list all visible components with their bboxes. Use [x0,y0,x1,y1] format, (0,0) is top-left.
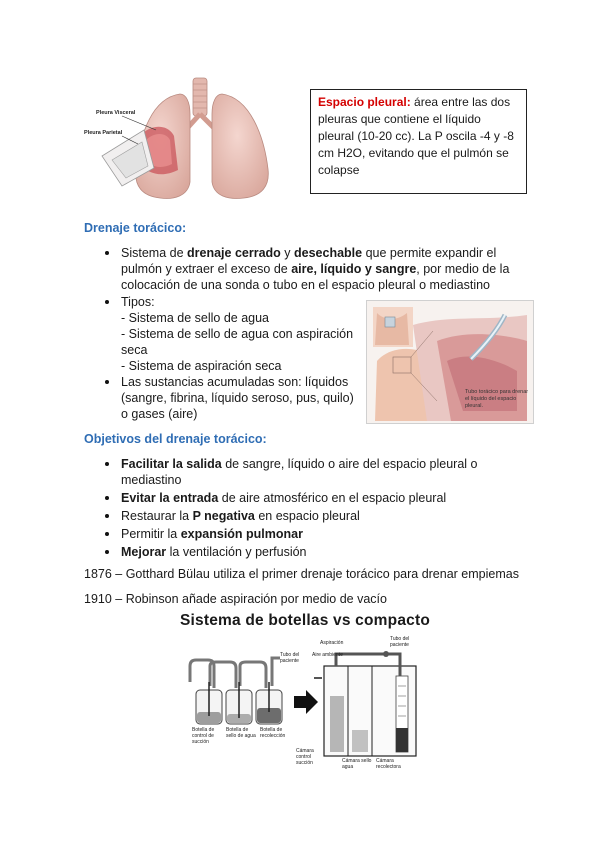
label-pleura-parietal: Pleura Parietal [84,130,123,136]
list-item: Evitar la entrada de aire atmosférico en el espacio pleural [100,490,510,506]
timeline-1876: 1876 – Gotthard Bülau utiliza el primer drenaje torácico para drenar empiemas [84,567,519,581]
lung-illustration [82,74,277,204]
label-pleura-visceral: Pleura Visceral [96,110,136,116]
list-item: Sistema de drenaje cerrado y desechable que permite expandir el pulmón y extraer el exceso de aire, líquido y sangre, por medio de la colocación de una sonda o tubo en el espacio pleural o mediastino [100,245,510,293]
list-item: Tipos: - Sistema de sello de agua - Sistema de sello de agua con aspiración seca - Sistema de aspiración seca [100,294,362,374]
list-item: Restaurar la P negativa en espacio pleural [100,508,510,524]
label-bottle-sello: Botella de sello de agua [226,727,256,739]
label-camara-control: Cámara control succión [296,748,314,766]
list-item: Permitir la expansión pulmonar [100,526,510,542]
chest-figure-caption: Tubo torácico para drenar el líquido del espacio pleural. [465,389,529,409]
label-aire-ambiente: Aire ambiente [312,652,343,658]
callout-text: área entre las dos pleuras que contiene el líquido pleural (10-20 cc). La P oscila -4 y -8 cm H2O, evitando que el pulmón se colapse [318,95,514,177]
label-bottle-recoleccion: Botella de recolección [260,727,286,739]
list-item: Las sustancias acumuladas son: líquidos (sangre, fibrina, líquido seroso, pus, quilo) o gases (aire) [100,374,362,422]
label-tubo-paciente-left: Tubo del paciente [280,652,300,664]
diagram-title: Sistema de botellas vs compacto [180,612,430,629]
espacio-pleural-callout [310,89,527,194]
label-tubo-paciente-right: Tubo del paciente [390,636,410,648]
drainage-systems-diagram [186,636,426,771]
drenaje-heading: Drenaje torácico: [84,221,187,235]
label-bottle-control: Botella de control de succión [192,727,215,745]
objetivos-heading: Objetivos del drenaje torácico: [84,432,267,446]
timeline-1910: 1910 – Robinson añade aspiración por medio de vacío [84,592,387,606]
objetivos-list [100,456,510,560]
label-camara-sello: Cámara sello agua [342,758,372,770]
callout-term: Espacio pleural: [318,95,411,109]
chest-tube-figure [366,300,534,424]
label-camara-recolectora: Cámara recolectora [376,758,401,770]
drenaje-list-bottom [100,294,362,422]
list-item: Facilitar la salida de sangre, líquido o aire del espacio pleural o mediastino [100,456,510,488]
drenaje-list-top [100,245,510,293]
list-item: Mejorar la ventilación y perfusión [100,544,510,560]
label-aspiracion: Aspiración [320,640,344,646]
